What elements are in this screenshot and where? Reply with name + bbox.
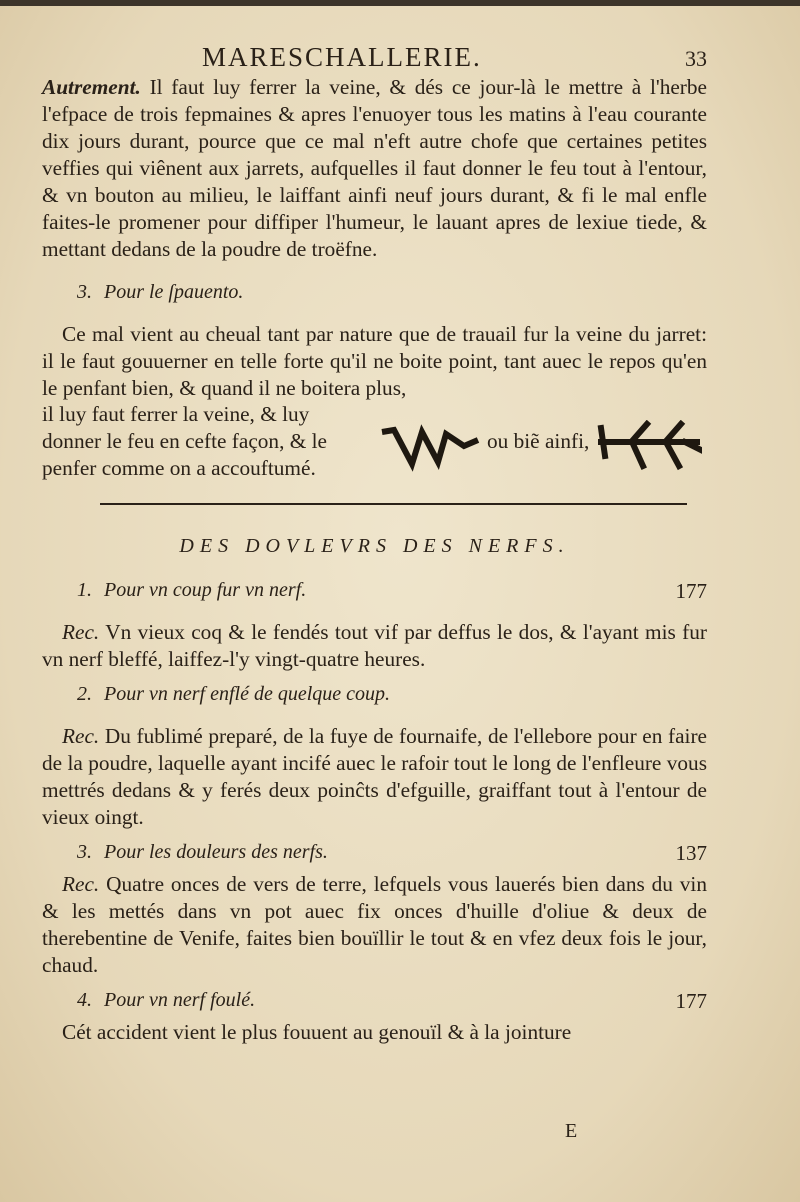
item-3-heading bbox=[42, 841, 707, 871]
text-line: il luy faut ferrer la veine, & luy bbox=[42, 402, 310, 426]
text-line: penfer comme on a accouftumé. bbox=[42, 456, 316, 480]
recipe-lead: Rec. bbox=[62, 724, 100, 748]
item-reference: 177 bbox=[675, 579, 707, 603]
paragraph-text: Il faut luy ferrer la veine, & dés ce jour-là le mettre à l'herbe l'efpace de trois fepmaines & apres l'enuoyer tous les matins à l'eau courante dix jours durant, pource que ce mal n'eft autre chofe que certaines petites veffies qui viênent aux jarrets, aufquelles il faut donner le feu tout à l'entour, & vn bouton au milieu, le laiffant ainfi neuf jours durant, & fi le mal enfle faites-le promener pour diffiper l'humeur, le lauant apres de lexiue tiede, & mettant dedans de la poudre de troëfne. bbox=[42, 75, 708, 261]
item-body: Du fublimé preparé, de la fuye de fournaife, de l'ellebore pour en faire de la poudre, laquelle ayant incifé auec le rafoir tout le long de l'enfleure vous mettrés dedans & y ferés deux poinĉts d'efguille, graiffant tout à l'entour de vieux oingt. bbox=[42, 724, 708, 829]
running-head bbox=[42, 38, 707, 74]
item-title: Pour vn nerf enflé de quelque coup. bbox=[104, 683, 391, 705]
subheading-title: Pour le ſpauento. bbox=[104, 281, 244, 303]
paragraph-spauento: Ce mal vient au cheual tant par nature que de trauail fur la veine du jarret: il le faut gouuerner en telle forte qu'il ne boite point, tant auec le repos qu'en le penfant bien, & quand il ne boitera plus, bbox=[42, 322, 707, 400]
item-number: 3. bbox=[77, 841, 92, 863]
item-body: Cét accident vient le plus fouuent au genouïl & à la jointure bbox=[62, 1020, 572, 1044]
paragraph-autrement bbox=[42, 74, 707, 263]
paragraph-lead: Autrement. bbox=[42, 75, 141, 99]
zigzag-cautery-icon bbox=[380, 424, 480, 472]
item-title: Pour les douleurs des nerfs. bbox=[104, 841, 328, 863]
item-number: 1. bbox=[77, 579, 92, 601]
subheading-number: 3. bbox=[77, 281, 92, 303]
page-top-edge bbox=[0, 0, 800, 6]
item-1-heading bbox=[42, 579, 707, 609]
item-3-text bbox=[42, 871, 707, 979]
catchword: E bbox=[565, 1120, 578, 1142]
item-1-text bbox=[42, 619, 707, 673]
item-4-heading bbox=[42, 989, 707, 1019]
item-title: Pour vn coup fur vn nerf. bbox=[104, 579, 307, 601]
item-2-heading bbox=[42, 683, 707, 713]
item-reference: 177 bbox=[675, 989, 707, 1013]
text-line: donner le feu en cefte façon, & le bbox=[42, 429, 327, 453]
item-2-text bbox=[42, 723, 707, 831]
subheading-spauento bbox=[42, 281, 707, 311]
running-title: MARESCHALLERIE. bbox=[202, 42, 482, 72]
branched-cautery-icon bbox=[597, 420, 702, 472]
item-title: Pour vn nerf foulé. bbox=[104, 989, 256, 1011]
text-between-figures: ou biẽ ainfi, bbox=[487, 429, 590, 453]
horizontal-rule bbox=[100, 503, 687, 505]
item-number: 2. bbox=[77, 683, 92, 705]
figure-lines bbox=[42, 402, 707, 483]
item-body: Vn vieux coq & le fendés tout vif par deffus le dos, & l'ayant mis fur vn nerf bleffé, laiffez-l'y vingt-quatre heures. bbox=[42, 620, 707, 671]
recipe-lead: Rec. bbox=[62, 872, 100, 896]
item-4-text bbox=[42, 1019, 707, 1046]
section-heading: DES DOVLEVRS DES NERFS. bbox=[179, 535, 570, 557]
section-divider bbox=[42, 483, 707, 523]
recipe-lead: Rec. bbox=[62, 620, 100, 644]
item-body: Quatre onces de vers de terre, lefquels vous lauerés bien dans du vin & les mettés dans vn pot auec fix onces d'huille d'oliue & deux de therebentine de Venife, faites bien bouïllir le tout & en vfez deux fois le jour, chaud. bbox=[42, 872, 707, 977]
item-number: 4. bbox=[77, 989, 92, 1011]
item-reference: 137 bbox=[675, 841, 707, 865]
page-number: 33 bbox=[685, 46, 707, 71]
page-content bbox=[42, 38, 707, 1046]
